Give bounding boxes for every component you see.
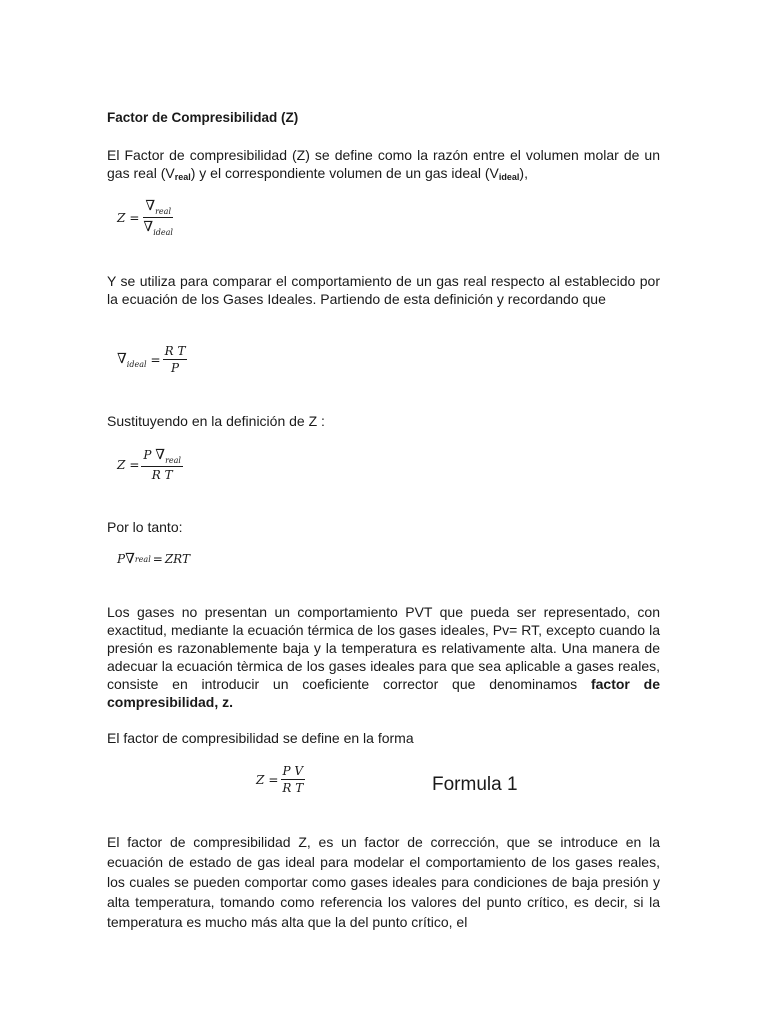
text-run: ),	[519, 165, 528, 181]
fraction-denominator	[141, 218, 175, 237]
equation-pv-zrt	[117, 551, 190, 567]
eq-subscript: real	[155, 207, 171, 216]
formula-label: Formula 1	[432, 774, 518, 795]
equation-z-substituted	[117, 447, 183, 482]
eq-sign: =	[129, 457, 140, 472]
nabla-symbol: ∇	[125, 551, 135, 567]
nabla-symbol: ∇	[117, 350, 127, 367]
eq-sign: =	[152, 552, 163, 566]
eq-variable: P	[143, 448, 156, 462]
eq-lhs: Z	[117, 457, 126, 472]
eq-subscript: ideal	[153, 228, 173, 237]
fraction-numerator: P V	[282, 764, 304, 778]
eq-lhs	[117, 351, 147, 369]
fraction-numerator	[141, 447, 183, 467]
fraction	[141, 198, 175, 237]
nabla-symbol: ∇	[145, 198, 156, 214]
fraction	[280, 764, 305, 795]
fraction-numerator: R T	[164, 344, 186, 358]
eq-subscript: ideal	[126, 359, 147, 369]
fraction-denominator: P	[170, 361, 180, 375]
nabla-symbol: ∇	[155, 447, 166, 463]
eq-subscript: real	[165, 456, 181, 465]
eq-rhs: ZRT	[164, 552, 190, 566]
paragraph-definition	[107, 146, 660, 186]
text-run: Los gases no presentan un comportamiento PVT que pueda ser representado, con exactitud, mediante la ecuación térmica de los gases ideales, Pv= RT, excepto cuando la presión es razonablemente baja y la temperatura es relativamente alta. Una manera de adecuar la ecuación tèrmica de los gases ideales para que sea aplicable a gases reales, consiste en introducir un coeficiente corrector que denominamos	[107, 604, 660, 692]
section-heading: Factor de Compresibilidad (Z)	[107, 110, 299, 125]
subscript-real: real	[174, 172, 191, 182]
paragraph-pvt-behavior	[107, 603, 660, 711]
text-run: ) y el correspondiente volumen de un gas ideal (V	[190, 165, 499, 181]
fraction	[163, 344, 188, 375]
equation-ideal-volume	[117, 344, 187, 375]
eq-sign: =	[129, 210, 140, 225]
fraction-denominator: R T	[282, 781, 304, 795]
eq-sign: =	[150, 352, 161, 367]
fraction	[141, 447, 183, 482]
text-run: El Factor de compresibilidad (Z) se define como la razón entre el volumen molar de un gas real (V	[107, 147, 660, 181]
nabla-symbol: ∇	[143, 219, 154, 235]
paragraph-substitution: Sustituyendo en la definición de Z :	[107, 413, 325, 429]
eq-subscript: real	[134, 554, 151, 564]
paragraph-comparison: Y se utiliza para comparar el comportamiento de un gas real respecto al establecido por la ecuación de los Gases Ideales. Partiendo de esta definición y recordando que	[107, 273, 660, 307]
paragraph-correction-factor: El factor de compresibilidad Z, es un factor de corrección, que se introduce en la ecuación de estado de gas ideal para modelar el comportamiento de los gases reales, los cuales se pueden comportar como gases ideales para condiciones de baja presión y alta temperatura, tomando como referencia los valores del punto crítico, es decir, si la temperatura es mucho más alta que la del punto crítico, el	[107, 834, 660, 930]
equation-z-pv-rt	[256, 764, 305, 795]
eq-sign: =	[268, 772, 279, 787]
bold-term: factor de compresibilidad, z.	[107, 676, 660, 710]
equation-z-definition	[117, 198, 175, 237]
paragraph-therefore: Por lo tanto:	[107, 519, 183, 535]
eq-lhs: Z	[256, 772, 265, 787]
paragraph-defined-as: El factor de compresibilidad se define en la forma	[107, 730, 414, 746]
eq-lhs: Z	[117, 210, 126, 225]
subscript-ideal: ideal	[498, 172, 520, 182]
eq-variable: P	[117, 552, 126, 566]
fraction-denominator: R T	[151, 468, 173, 482]
fraction-numerator	[143, 198, 173, 218]
